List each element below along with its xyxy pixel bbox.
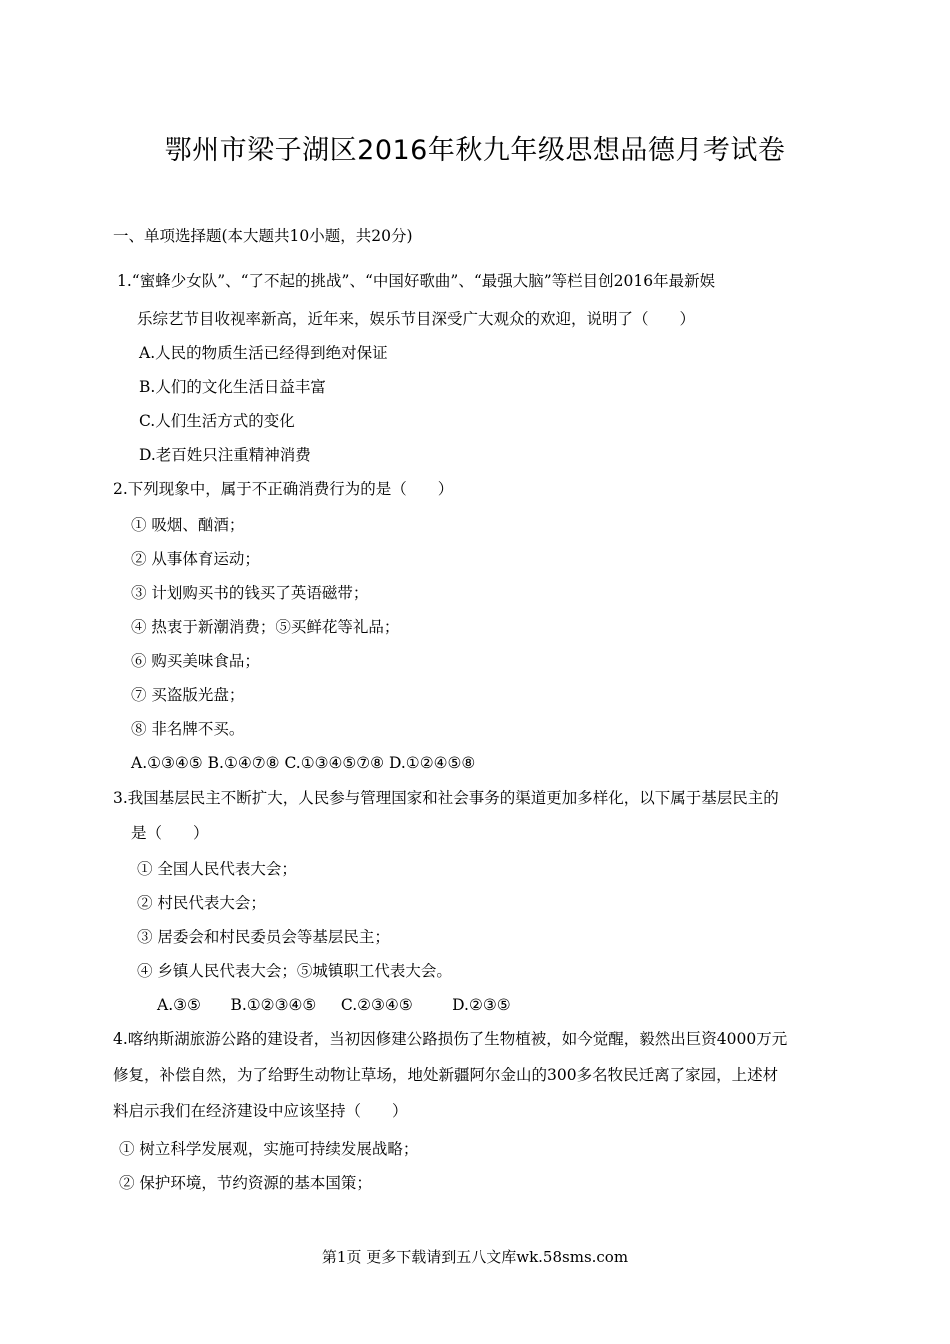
section-heading: 一、单项选择题(本大题共10小题，共20分) bbox=[113, 227, 413, 245]
question-3-item-3: ③ 居委会和村民委员会等基层民主； bbox=[137, 928, 390, 946]
question-3-answers: A.③⑤ B.①②③④⑤ C.②③④⑤ D.②③⑤ bbox=[157, 996, 511, 1014]
question-2-stem: 2.下列现象中，属于不正确消费行为的是（ ） bbox=[113, 480, 454, 498]
question-2-item-6: ⑦ 买盗版光盘； bbox=[131, 686, 245, 704]
question-3-stem-line-1: 3.我国基层民主不断扩大，人民参与管理国家和社会事务的渠道更加多样化，以下属于基层民主的 bbox=[113, 789, 779, 807]
question-1-stem-line-2: 乐综艺节目收视率新高，近年来，娱乐节目深受广大观众的欢迎，说明了（ ） bbox=[137, 310, 696, 328]
question-3-item-1: ① 全国人民代表大会； bbox=[137, 860, 297, 878]
question-1-option-b: B.人们的文化生活日益丰富 bbox=[139, 378, 326, 396]
question-2-item-4: ④ 热衷于新潮消费；⑤买鲜花等礼品； bbox=[131, 618, 400, 636]
question-4-item-1: ① 树立科学发展观，实施可持续发展战略； bbox=[119, 1140, 419, 1158]
question-2-item-7: ⑧ 非名牌不买。 bbox=[131, 720, 245, 738]
question-3-item-4: ④ 乡镇人民代表大会；⑤城镇职工代表大会。 bbox=[137, 962, 452, 980]
question-4-item-2: ② 保护环境，节约资源的基本国策； bbox=[119, 1174, 372, 1192]
question-1-option-c: C.人们生活方式的变化 bbox=[139, 412, 295, 430]
question-1-stem-line-1: 1.“蜜蜂少女队”、“了不起的挑战”、“中国好歌曲”、“最强大脑”等栏目创2016年最新娱 bbox=[117, 272, 716, 290]
question-2-answers: A.①③④⑤ B.①④⑦⑧ C.①③④⑤⑦⑧ D.①②④⑤⑧ bbox=[131, 754, 476, 772]
question-4-stem-line-3: 料启示我们在经济建设中应该坚持（ ） bbox=[113, 1102, 408, 1120]
question-3-item-2: ② 村民代表大会； bbox=[137, 894, 266, 912]
question-2-item-5: ⑥ 购买美味食品； bbox=[131, 652, 260, 670]
question-4-stem-line-2: 修复，补偿自然，为了给野生动物让草场，地处新疆阿尔金山的300多名牧民迁离了家园，上述材 bbox=[113, 1066, 779, 1084]
question-2-item-1: ① 吸烟、酗酒； bbox=[131, 516, 245, 534]
question-1-option-d: D.老百姓只注重精神消费 bbox=[139, 446, 311, 464]
question-3-stem-line-2: 是（ ） bbox=[131, 824, 209, 842]
question-1-option-a: A.人民的物质生活已经得到绝对保证 bbox=[139, 344, 388, 362]
page-footer: 第1页 更多下载请到五八文库wk.58sms.com bbox=[321, 1248, 629, 1266]
question-4-stem-line-1: 4.喀纳斯湖旅游公路的建设者，当初因修建公路损伤了生物植被，如今觉醒，毅然出巨资4000万元 bbox=[113, 1030, 788, 1048]
page-title: 鄂州市梁子湖区2016年秋九年级思想品德月考试卷 bbox=[164, 135, 786, 166]
question-2-item-2: ② 从事体育运动； bbox=[131, 550, 260, 568]
question-2-item-3: ③ 计划购买书的钱买了英语磁带； bbox=[131, 584, 369, 602]
